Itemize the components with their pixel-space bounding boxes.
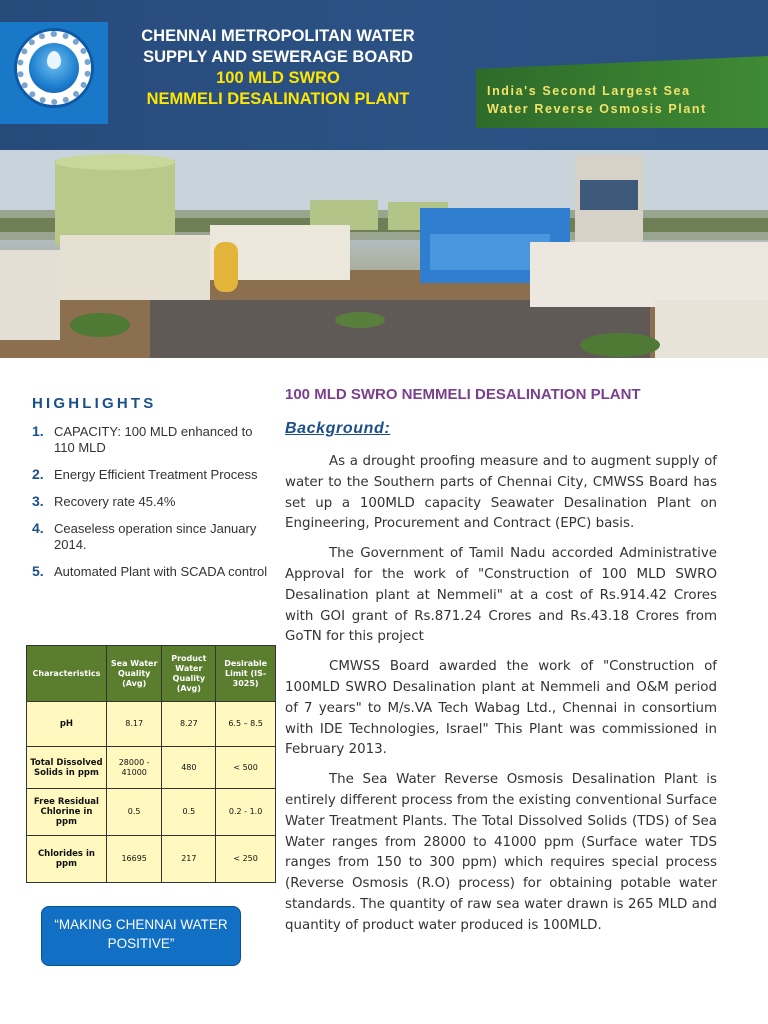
org-name-line1: CHENNAI METROPOLITAN WATER	[141, 27, 415, 45]
list-item	[32, 467, 272, 483]
table-row	[27, 702, 276, 747]
item-text: Automated Plant with SCADA control	[54, 564, 268, 579]
paragraph: CMWSS Board awarded the work of "Construction of 100MLD SWRO Desalination plant at Nemmeli and O&M period of 7 years" to M/s.VA Tech Wabag Ltd., Chennai in consortium with IDE Technologies, Israel" This Plant was commissioned in February 2013.	[285, 659, 717, 758]
table-cell: Total Dissolved Solids in ppm	[27, 747, 107, 789]
list-item	[32, 521, 272, 553]
table-cell: pH	[27, 702, 107, 747]
tagline-line1: India's Second Largest Sea	[487, 84, 691, 98]
paragraph: The Government of Tamil Nadu accorded Administrative Approval for the work of "Construction of 100 MLD SWRO Desalination plant at Nemmeli" at a cost of Rs.914.42 Crores with GOI grant of Rs.871.24 Crores and Rs.43.18 Crores from GoTN for this project	[285, 546, 717, 645]
item-number: 4.	[32, 520, 44, 536]
table-cell: Free Residual Chlorine in ppm	[27, 789, 107, 836]
column-header: Product Water Quality (Avg)	[162, 646, 216, 702]
item-text: Ceaseless operation since January 2014.	[54, 521, 257, 552]
table-cell: 480	[162, 747, 216, 789]
tagline-text	[487, 82, 757, 118]
column-header: Sea Water Quality (Avg)	[106, 646, 162, 702]
list-item	[32, 564, 272, 580]
table-cell: 0.5	[162, 789, 216, 836]
table-cell: 217	[162, 836, 216, 883]
tagline-line2: Water Reverse Osmosis Plant	[487, 102, 707, 116]
article-body	[285, 452, 717, 946]
slogan-box	[41, 906, 241, 966]
header-title	[118, 26, 438, 110]
table-cell: 0.2 - 1.0	[216, 789, 276, 836]
column-header: Desirable Limit (IS-3025)	[216, 646, 276, 702]
logo-emblem	[14, 28, 94, 108]
slogan-line1: “MAKING CHENNAI WATER	[54, 917, 228, 932]
item-number: 5.	[32, 563, 44, 579]
item-number: 2.	[32, 466, 44, 482]
slogan-line2: POSITIVE”	[107, 936, 175, 951]
water-quality-table	[26, 645, 276, 883]
water-drop-icon	[29, 43, 79, 93]
column-header: Characteristics	[27, 646, 107, 702]
paragraph: As a drought proofing measure and to augment supply of water to the Southern parts of Chennai City, CMWSS Board has set up a 100MLD capacity Seawater Desalination Plant on Engineering, Procurement and Contract (EPC) basis.	[285, 454, 717, 532]
table-cell: 28000 - 41000	[106, 747, 162, 789]
highlights-list	[32, 424, 272, 591]
list-item	[32, 494, 272, 510]
table-row	[27, 747, 276, 789]
table-row	[27, 789, 276, 836]
table-cell: 16695	[106, 836, 162, 883]
plant-name-line1: 100 MLD SWRO	[216, 69, 340, 87]
plant-photo	[0, 150, 768, 358]
table-cell: 0.5	[106, 789, 162, 836]
table-cell: < 500	[216, 747, 276, 789]
item-number: 1.	[32, 423, 44, 439]
table-row	[27, 836, 276, 883]
table-cell: 8.17	[106, 702, 162, 747]
background-heading: Background:	[285, 420, 391, 437]
article-title: 100 MLD SWRO NEMMELI DESALINATION PLANT	[285, 386, 641, 403]
paragraph: The Sea Water Reverse Osmosis Desalination Plant is entirely different process from the existing conventional Surface Water Treatment Plants. The Total Dissolved Solids (TDS) of Sea Water ranges from 28000 to 41000 ppm (Surface water TDS ranges from 150 to 300 ppm) which requires special process (Reverse Osmosis (R.O) process) for obtaining potable water standards. The quantity of raw sea water drawn is 265 MLD and quantity of product water produced is 100MLD.	[285, 772, 717, 933]
item-text: CAPACITY: 100 MLD enhanced to 110 MLD	[54, 424, 253, 455]
table-cell: 6.5 – 8.5	[216, 702, 276, 747]
plant-name-line2: NEMMELI DESALINATION PLANT	[146, 90, 410, 108]
table-cell: Chlorides in ppm	[27, 836, 107, 883]
table-cell: < 250	[216, 836, 276, 883]
cmwssb-logo	[0, 22, 108, 124]
list-item	[32, 424, 272, 456]
highlights-title: HIGHLIGHTS	[32, 395, 157, 412]
item-text: Energy Efficient Treatment Process	[54, 467, 258, 482]
plant-photo-illustration	[0, 150, 768, 358]
item-text: Recovery rate 45.4%	[54, 494, 176, 509]
item-number: 3.	[32, 493, 44, 509]
table-cell: 8.27	[162, 702, 216, 747]
org-name-line2: SUPPLY AND SEWERAGE BOARD	[143, 48, 413, 66]
table-header-row	[27, 646, 276, 702]
